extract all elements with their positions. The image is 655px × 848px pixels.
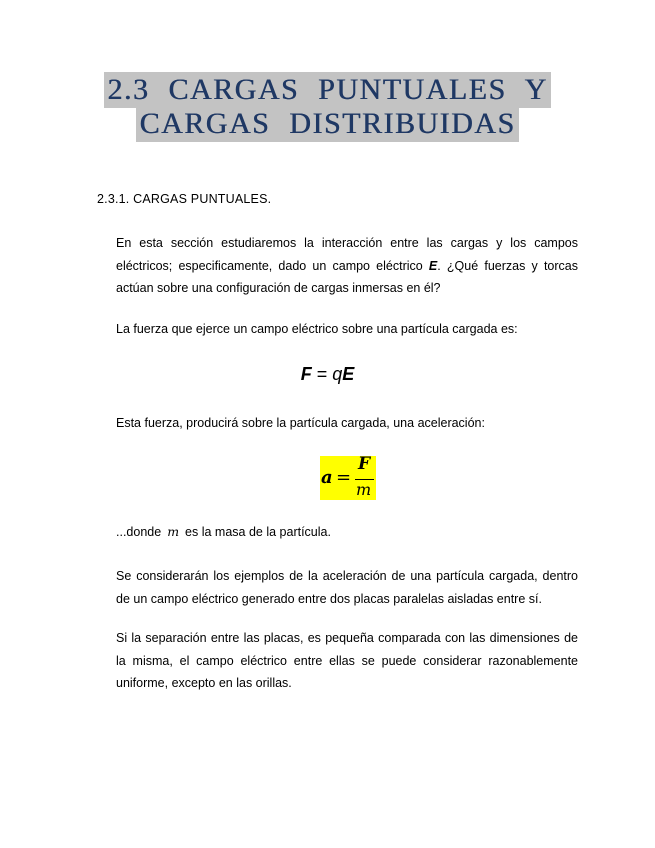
fraction-numerator: F [358,454,371,474]
section-heading: 2.3.1. CARGAS PUNTUALES. [97,192,272,206]
paragraph-4-start: ...donde [116,525,162,539]
paragraph-6: Si la separación entre las placas, es pequeña comparada con las dimensiones de la misma, el campo eléctrico entre ellas se puede considerar razonablemente uniforme, excepto en las orillas. [116,631,578,690]
equals-sign: = [311,364,333,384]
acceleration-equation [320,456,376,500]
paragraph-4-end: es la masa de la partícula. [185,525,331,539]
acceleration-symbol: a [321,467,333,488]
page-title [0,72,655,142]
paragraph-1-start: En esta sección estudiaremos la interacción entre las cargas y los campos eléctricos; especificamente, dado un campo eléctrico [116,236,578,273]
force-equation [0,364,655,385]
field-symbol: E [342,364,355,384]
field-variable-e: E [428,258,438,273]
mass-variable: m [167,524,180,539]
paragraph-3: Esta fuerza, producirá sobre la partícula cargada, una aceleración: [116,416,485,430]
paragraph-5: Se considerarán los ejemplos de la aceleración de una partícula cargada, dentro de un campo eléctrico generado entre dos placas paralelas aisladas entre sí. [116,569,578,606]
charge-symbol: q [332,364,343,384]
force-symbol: F [300,364,312,384]
paragraph-4 [116,521,578,544]
paragraph-1 [116,232,578,300]
paragraph-1-end: . ¿Qué fuerzas y torcas actúan sobre una configuración de cargas inmersas en él? [116,258,578,295]
title-line-1: 2.3 CARGAS PUNTUALES Y [104,72,550,108]
fraction-denominator: m [356,480,372,499]
paragraph-2: La fuerza que ejerce un campo eléctrico sobre una partícula cargada es: [116,322,518,336]
title-line-2: CARGAS DISTRIBUIDAS [136,106,518,142]
equals-sign: = [336,467,352,488]
